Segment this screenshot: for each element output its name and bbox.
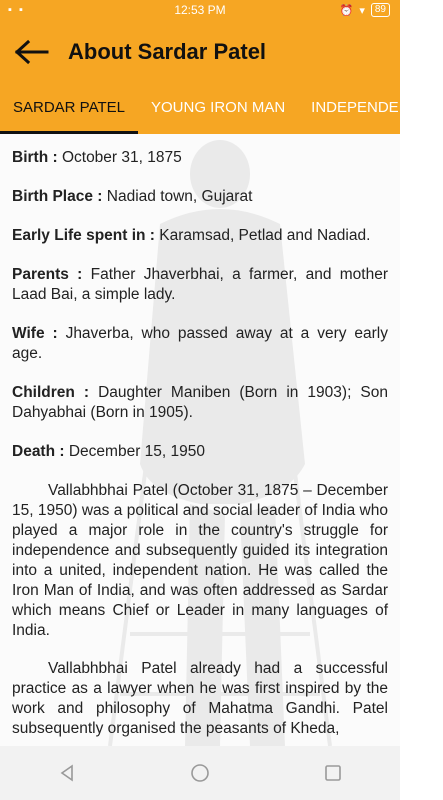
field-birth-place: Birth Place : Nadiad town, Gujarat xyxy=(12,188,253,205)
field-parents: Parents : Father Jhaverbhai, a farmer, and mother Laad Bai, a simple lady. xyxy=(12,266,388,303)
tab-bar xyxy=(0,82,431,134)
circle-home-icon xyxy=(190,763,210,783)
nav-back-button[interactable] xyxy=(47,753,87,793)
field-birth: Birth : October 31, 1875 xyxy=(12,149,182,166)
status-time: 12:53 PM xyxy=(174,3,226,17)
app-bar xyxy=(0,22,400,82)
battery-icon xyxy=(371,3,390,17)
field-death: Death : December 15, 1950 xyxy=(12,443,205,460)
page-title: About Sardar Patel xyxy=(68,39,267,64)
tab-sardar-patel[interactable]: SARDAR PATEL xyxy=(0,82,138,134)
nav-recent-button[interactable] xyxy=(313,753,353,793)
paragraph-lawyer: Vallabhbhai Patel already had a successful practice as a lawyer when he was first inspired by the work and philosophy of Mahatma Gandhi. Patel subsequently organised the peasants of Kheda, xyxy=(12,660,388,737)
tab-independence[interactable]: INDEPENDENCE xyxy=(311,99,431,116)
battery-level: 89 xyxy=(374,4,386,15)
status-icons xyxy=(340,3,390,17)
paragraph-intro: Vallabhbhai Patel (October 31, 1875 – December 15, 1950) was a political and social leader of India who played a major role in the country's struggle for independence and subsequently guided its integration into a united, independent nation. He was called the Iron Man of India, and was often addressed as Sardar which means Chief or Leader in many languages of India. xyxy=(12,482,388,639)
arrow-left-icon xyxy=(15,40,49,64)
nav-home-button[interactable] xyxy=(180,753,220,793)
alarm-icon: ⏰ xyxy=(339,4,354,17)
field-wife: Wife : Jhaverba, who passed away at a very early age. xyxy=(12,325,388,362)
tab-young-iron-man[interactable]: YOUNG IRON MAN xyxy=(150,99,286,116)
notification-dots-icon: ▪ ▪ xyxy=(8,4,25,16)
field-children: Children : Daughter Maniben (Born in 1903); Son Dahyabhai (Born in 1905). xyxy=(12,384,388,421)
wifi-icon: ▾ xyxy=(359,4,365,17)
square-recent-icon xyxy=(324,764,342,782)
status-bar xyxy=(0,0,400,22)
back-button[interactable] xyxy=(14,34,50,70)
field-early-life: Early Life spent in : Karamsad, Petlad and Nadiad. xyxy=(12,227,371,244)
system-nav-bar xyxy=(0,746,400,800)
content-area[interactable] xyxy=(0,134,400,746)
triangle-back-icon xyxy=(58,764,76,782)
biography-text xyxy=(0,134,400,739)
